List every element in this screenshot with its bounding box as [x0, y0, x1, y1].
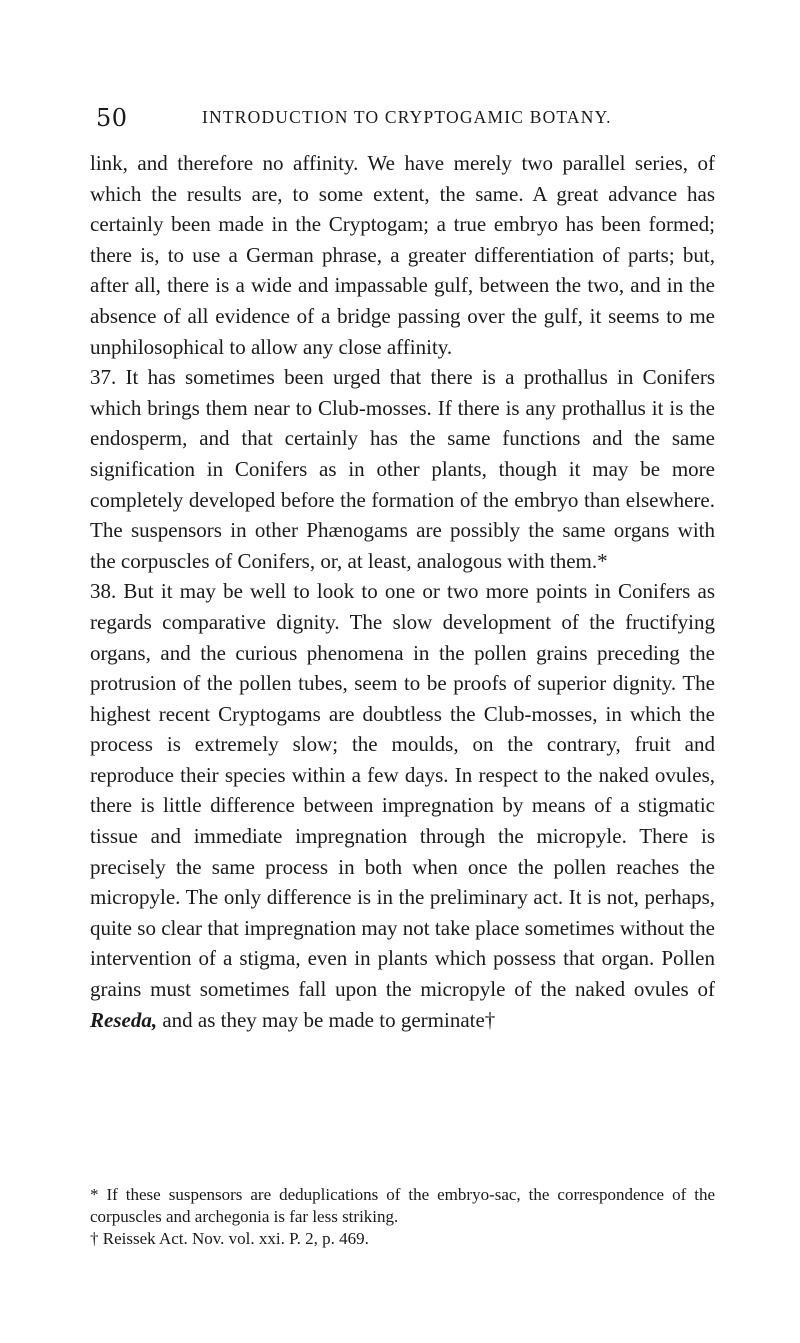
paragraph-38-text: 38. But it may be well to look to one or two more points in Conifers as regards comparative dignity. The slow development of the fructifying organs, and the curious phenomena in the pollen grains preceding the protrusion of the pollen tubes, seem to be proofs of superior dignity. The highest recent Cryptogams are doubtless the Club-mosses, in which the process is extremely slow; the moulds, on the contrary, fruit and reproduce their species within a few days. In respect to the naked ovules, there is little difference between impregnation by means of a stigmatic tissue and immediate impregnation through the micropyle. There is precisely the same process in both when once the pollen reaches the micropyle. The only difference is in the preliminary act. It is not, perhaps, quite so clear that impregnation may not take place sometimes without the intervention of a stigma, even in plants which possess that organ. Pollen grains must sometimes fall upon the micropyle of the naked ovules of: [90, 579, 715, 1002]
body-text: [90, 148, 715, 1035]
page-header: [96, 104, 716, 134]
footnote-star: * If these suspensors are deduplications of the embryo-sac, the correspondence of the corpuscles and archegonia is far less striking.: [90, 1185, 715, 1226]
paragraph-38-end: and as they may be made to germinate†: [157, 1007, 496, 1032]
footnotes: [90, 1184, 715, 1250]
paragraph-38: [90, 576, 715, 1035]
italic-genus-reseda: Reseda,: [90, 1007, 158, 1032]
page-number: 50: [96, 104, 128, 132]
footnote-dagger: † Reissek Act. Nov. vol. xxi. P. 2, p. 469.: [90, 1229, 369, 1248]
running-head: INTRODUCTION TO CRYPTOGAMIC BOTANY.: [202, 107, 612, 127]
paragraph-37: 37. It has sometimes been urged that there is a prothallus in Conifers which brings them near to Club-mosses. If there is any prothallus it is the endosperm, and that certainly has the same functions and the same signification in Conifers as in other plants, though it may be more completely developed before the formation of the embryo than elsewhere. The suspensors in other Phænogams are possibly the same organs with the corpuscles of Conifers, or, at least, analogous with them.*: [90, 365, 715, 573]
paragraph-continuation: link, and therefore no affinity. We have merely two parallel series, of which the results are, to some extent, the same. A great advance has certainly been made in the Cryptogam; a true embryo has been formed; there is, to use a German phrase, a greater differentiation of parts; but, after all, there is a wide and impassable gulf, between the two, and in the absence of all evidence of a bridge passing over the gulf, it seems to me unphilosophical to allow any close affinity.: [90, 151, 715, 359]
